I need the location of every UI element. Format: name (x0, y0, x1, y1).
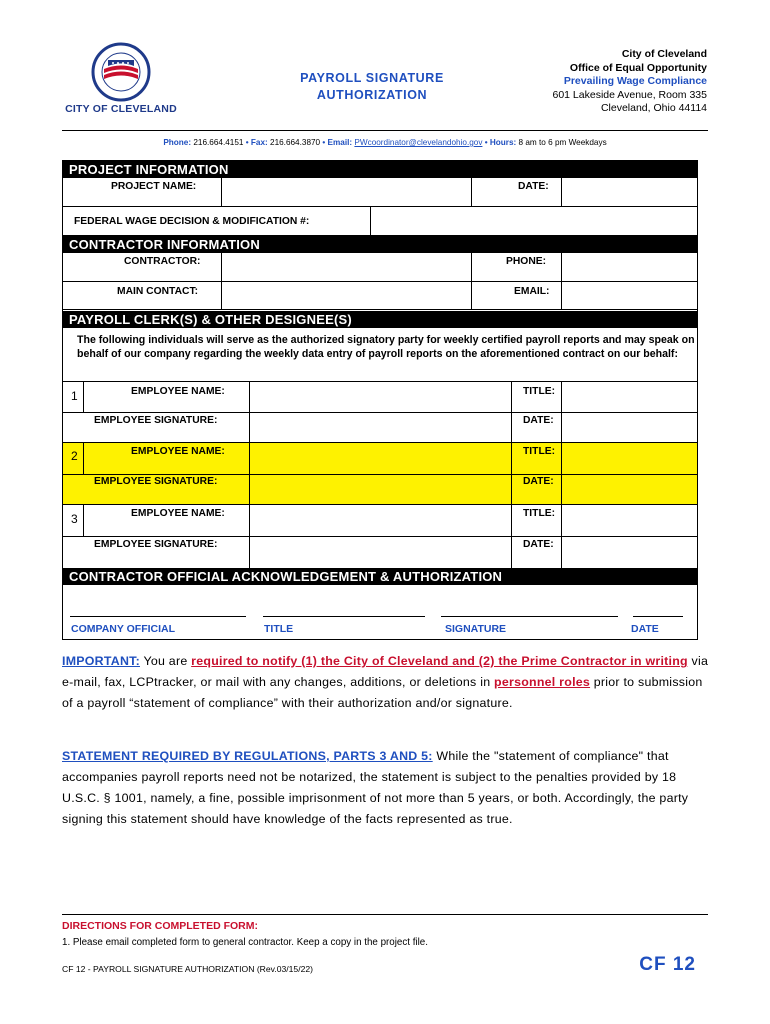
employee-3-date-label-cell (511, 537, 561, 568)
contractor-email-field[interactable] (561, 282, 697, 309)
header-divider (62, 130, 708, 131)
employee-1-name-label: EMPLOYEE NAME: (131, 386, 225, 397)
company-official-line[interactable] (70, 616, 246, 617)
employee-1-name-row (63, 381, 697, 413)
project-name-field[interactable] (221, 178, 471, 206)
payroll-intro-text: The following individuals will serve as the authorized signatory party for weekly certified payroll reports and may speak on behalf of our company regarding the weekly data entry of payroll reports on the aforementioned contract on our behalf: (77, 334, 695, 360)
project-date-label: DATE: (518, 181, 549, 192)
important-text-3: prior to submission of a payroll “statement of compliance” with their authorization and/or signature. (62, 675, 703, 710)
contractor-phone-label: PHONE: (506, 256, 547, 267)
employee-1-title-field[interactable] (561, 382, 697, 412)
office-line4: 601 Lakeside Avenue, Room 335 (552, 88, 707, 101)
employee-2-title-label-cell (511, 443, 561, 474)
important-text-2: via e-mail, fax, LCPtracker, or mail with any changes, additions, or deletions in (62, 654, 709, 689)
important-text-1: You are (139, 654, 192, 668)
employee-3-name-row (63, 505, 697, 537)
office-line1: City of Cleveland (621, 48, 707, 60)
important-requirement: required to notify (1) the City of Cleveland and (2) the Prime Contractor in writing (191, 654, 688, 668)
title-line[interactable] (263, 616, 425, 617)
contractor-row (63, 253, 697, 282)
directions-item-1: 1. Please email completed form to general contractor. Keep a copy in the project file. (62, 937, 428, 948)
form-title-line1: PAYROLL SIGNATURE (300, 71, 444, 85)
contractor-email-label: EMAIL: (514, 286, 550, 297)
employee-2-signature-row (63, 475, 697, 505)
date-line[interactable] (633, 616, 683, 617)
title-label: TITLE (264, 623, 294, 635)
wage-decision-field[interactable] (370, 207, 697, 235)
employee-2-signature-label: EMPLOYEE SIGNATURE: (94, 476, 218, 487)
company-official-label: COMPANY OFFICIAL (71, 623, 176, 635)
employee-2-date-label-cell (511, 475, 561, 504)
section-contractor-information: CONTRACTOR INFORMATION (63, 236, 697, 253)
contractor-phone-field[interactable] (561, 253, 697, 281)
employee-1-number: 1 (71, 389, 78, 403)
fax-label: Fax: (250, 138, 268, 147)
project-date-label-cell (471, 178, 561, 206)
main-contact-field[interactable] (221, 282, 471, 309)
fax-value: 216.664.3870 (270, 138, 321, 147)
employee-3-number: 3 (71, 512, 78, 526)
email-label: Email: (327, 138, 353, 147)
employee-1-signature-field[interactable] (249, 413, 511, 442)
statement-text: While the "statement of compliance" that accompanies payroll reports need not be notarized, the statement is subject to the penalties provided by 18 U.S.C. § 1001, namely, a fine, possible imprisonment of not more than 5 years, or both. Accordingly, the party signing this statement should have knowledge of the facts represented as true. (62, 749, 689, 826)
contractor-label: CONTRACTOR: (124, 256, 201, 267)
logo-city-name: CITY OF CLEVELAND (65, 103, 177, 115)
employee-3-title-label-cell (511, 505, 561, 536)
project-date-field[interactable] (561, 178, 697, 206)
wage-decision-label: FEDERAL WAGE DECISION & MODIFICATION #: (74, 216, 310, 227)
contractor-field[interactable] (221, 253, 471, 281)
wage-decision-row (63, 207, 697, 236)
employee-1-name-label-cell (83, 382, 249, 412)
employee-2-number: 2 (71, 449, 78, 463)
employee-2-name-label: EMPLOYEE NAME: (131, 446, 225, 457)
employee-1-date-field[interactable] (561, 413, 697, 442)
employee-3-title-field[interactable] (561, 505, 697, 536)
form-code: CF 12 (639, 954, 696, 975)
form-title-line2: AUTHORIZATION (316, 88, 428, 102)
employee-1-signature-label: EMPLOYEE SIGNATURE: (94, 415, 218, 426)
project-name-row (63, 178, 697, 207)
employee-2-name-field[interactable] (249, 443, 511, 474)
form-title (282, 70, 462, 104)
signature-label: SIGNATURE (445, 623, 507, 635)
employee-2-name-row (63, 443, 697, 475)
employee-2-title-field[interactable] (561, 443, 697, 474)
contact-line (0, 138, 770, 147)
employee-1-signature-row (63, 413, 697, 443)
separator: • (484, 138, 488, 147)
employee-3-signature-field[interactable] (249, 537, 511, 568)
date-label: DATE (631, 623, 659, 635)
separator: • (322, 138, 326, 147)
city-seal-icon (88, 42, 154, 102)
employee-3-signature-row (63, 537, 697, 568)
office-line3: Prevailing Wage Compliance (563, 75, 707, 87)
hours-value: 8 am to 6 pm Weekdays (518, 138, 607, 147)
email-link[interactable]: PWcoordinator@clevelandohio.gov (354, 138, 483, 147)
employee-3-name-label: EMPLOYEE NAME: (131, 508, 225, 519)
directions-title: DIRECTIONS FOR COMPLETED FORM: (62, 920, 258, 932)
footer-text: CF 12 - PAYROLL SIGNATURE AUTHORIZATION (Rev.03/15/22) (62, 964, 314, 974)
important-label: IMPORTANT: (62, 654, 140, 668)
city-logo (62, 42, 180, 118)
email-label-cell (471, 282, 561, 309)
separator: • (245, 138, 249, 147)
directions-divider (62, 914, 708, 915)
employee-2-name-label-cell (83, 443, 249, 474)
signature-line[interactable] (441, 616, 618, 617)
employee-1-name-field[interactable] (249, 382, 511, 412)
phone-value: 216.664.4151 (193, 138, 244, 147)
employee-3-title-label: TITLE: (523, 508, 556, 519)
phone-label-cell (471, 253, 561, 281)
main-contact-label: MAIN CONTACT: (117, 286, 199, 297)
hours-label: Hours: (489, 138, 517, 147)
office-line2: Office of Equal Opportunity (569, 61, 707, 74)
project-name-label: PROJECT NAME: (111, 181, 197, 192)
employee-1-date-label: DATE: (523, 415, 554, 426)
employee-3-date-label: DATE: (523, 539, 554, 550)
important-paragraph (62, 651, 712, 714)
employee-3-date-field[interactable] (561, 537, 697, 568)
statement-label: STATEMENT REQUIRED BY REGULATIONS, PARTS 3 AND 5: (62, 749, 433, 763)
employee-2-date-field[interactable] (561, 475, 697, 504)
statement-paragraph (62, 746, 712, 830)
employee-3-name-field[interactable] (249, 505, 511, 536)
section-acknowledgement: CONTRACTOR OFFICIAL ACKNOWLEDGEMENT & AUTHORIZATION (63, 568, 697, 585)
section-payroll-clerks: PAYROLL CLERK(S) & OTHER DESIGNEE(S) (63, 311, 697, 328)
phone-label: Phone: (163, 138, 192, 147)
important-personnel-roles: personnel roles (494, 675, 591, 689)
employee-2-title-label: TITLE: (523, 446, 556, 457)
employee-2-signature-field[interactable] (249, 475, 511, 504)
employee-1-title-label: TITLE: (523, 386, 556, 397)
office-address (552, 48, 707, 116)
office-line5: Cleveland, Ohio 44114 (600, 102, 707, 114)
employee-3-name-label-cell (83, 505, 249, 536)
section-project-information: PROJECT INFORMATION (63, 161, 697, 178)
form-table (62, 160, 698, 640)
employee-3-signature-label: EMPLOYEE SIGNATURE: (94, 539, 218, 550)
employee-2-date-label: DATE: (523, 476, 554, 487)
employee-1-title-label-cell (511, 382, 561, 412)
main-contact-row (63, 282, 697, 310)
employee-1-date-label-cell (511, 413, 561, 442)
